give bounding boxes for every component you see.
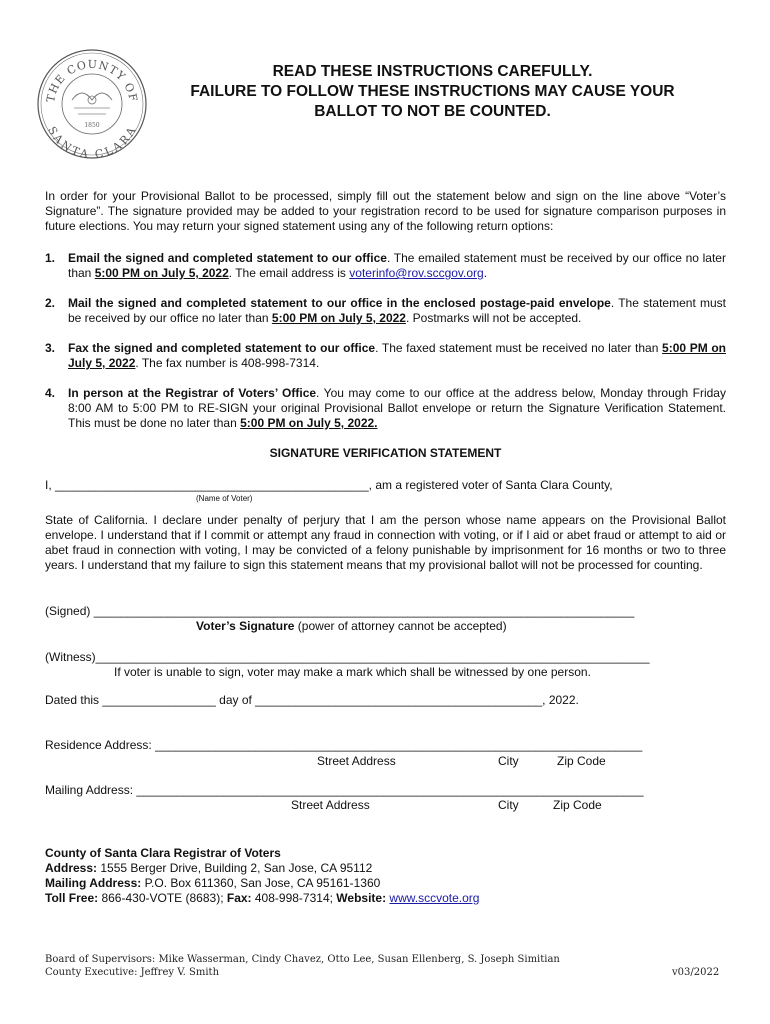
address-label: Address: [45,861,98,875]
seal-text-top: THE COUNTY OF [44,57,140,104]
contact-address: 1555 Berger Drive, Building 2, San Jose, CA 95112 [97,861,373,875]
mailing-zip-label: Zip Code [553,798,602,812]
heading-line-3: BALLOT TO NOT BE COUNTED. [314,103,551,120]
option-text: . The emailed statement must be received by our office no later than [68,251,726,280]
signature-note: (power of attorney cannot be accepted) [294,619,507,633]
return-option-in-person [45,386,726,431]
option-number: 4. [45,386,56,400]
option-number: 2. [45,296,56,310]
declaration-paragraph: State of California. I declare under penalty of perjury that I am the person whose name appears on the Provisional Ballot envelope. I understand that if I commit or attempt any fraud in connection with voting, or if I aid or abet fraud or attempt to aid or abet fraud in connection with voting, I may be convicted of a felony punishable by imprisonment for 16 months or two to three years. I understand that my failure to sign this statement means that my provisional ballot will not be processed for counting. [45,513,726,572]
voter-name-caption: (Name of Voter) [196,494,253,503]
option-text: . The fax number is 408-998-7314. [135,356,320,370]
option-number: 1. [45,251,56,265]
return-option-fax [45,341,726,371]
option-deadline: 5:00 PM on July 5, 2022 [68,341,726,370]
svg-text:THE COUNTY OF [44,58,140,103]
mailing-city-label: City [498,798,519,812]
footer-version: v03/2022 [672,967,720,978]
option-deadline: 5:00 PM on July 5, 2022 [94,266,229,280]
option-title: Email the signed and completed statement to our office [68,251,387,265]
return-option-email [45,251,726,281]
residence-zip-label: Zip Code [557,754,606,768]
contact-tollfree: 866-430-VOTE (8683); [98,891,227,905]
option-text: . Postmarks will not be accepted. [405,311,582,325]
signature-line[interactable]: (Signed) _________________________________________________________________________________ [45,604,635,618]
footer-executive: County Executive: Jeffrey V. Smith [45,967,220,978]
witness-note: If voter is unable to sign, voter may make a mark which shall be witnessed by one person. [114,665,591,679]
seal-year: 1850 [84,122,100,129]
mailing-label: Mailing Address: [45,876,142,890]
residence-address-line[interactable]: Residence Address: _________________________________________________________________________ [45,738,643,752]
option-title: Fax the signed and completed statement to our office [68,341,376,355]
option-text: . [483,266,488,280]
contact-mailing: P.O. Box 611360, San Jose, CA 95161-1360 [141,876,381,890]
tollfree-label: Toll Free: [45,891,99,905]
option-text: . You may come to our office at the address below, Monday through Friday 8:00 AM to 5:00 PM to RE-SIGN your original Provisional Ballot envelope or return the Signature Verification Statement. This must be done no later than [68,386,726,430]
footer-supervisors: Board of Supervisors: Mike Wasserman, Cindy Chavez, Otto Lee, Susan Ellenberg, S. Joseph Simitian [45,954,560,965]
heading-line-2: FAILURE TO FOLLOW THESE INSTRUCTIONS MAY CAUSE YOUR [190,83,675,100]
option-text: . The email address is [228,266,350,280]
website-label: Website: [336,891,387,905]
heading-line-1: READ THESE INSTRUCTIONS CAREFULLY. [272,63,593,80]
seal-text-bottom: SANTA CLARA [45,124,139,160]
mailing-street-label: Street Address [291,798,370,812]
voter-name-line[interactable]: I, _______________________________________________, am a registered voter of Santa Clara County, [45,478,613,492]
residence-city-label: City [498,754,519,768]
option-deadline: 5:00 PM on July 5, 2022. [240,416,378,430]
contact-name: County of Santa Clara Registrar of Voters [45,846,281,860]
residence-street-label: Street Address [317,754,396,768]
option-title: In person at the Registrar of Voters’ Office [68,386,317,400]
svg-text:SANTA CLARA [45,124,139,160]
option-text: . The faxed statement must be received no later than [375,341,663,355]
instructions-heading [160,62,705,122]
contact-fax: 408-998-7314; [251,891,337,905]
signature-caption [196,619,507,634]
option-number: 3. [45,341,56,355]
intro-paragraph: In order for your Provisional Ballot to be processed, simply fill out the statement below and sign on the line above “Voter’s Signature”. The signature provided may be added to your registration record to be used for signature comparison purposes in future elections. You may return your signed statement using any of the following return options: [45,189,726,233]
return-option-mail [45,296,726,326]
mailing-address-line[interactable]: Mailing Address: ____________________________________________________________________________ [45,783,644,797]
contact-block [45,846,726,906]
option-title: Mail the signed and completed statement to our office in the enclosed postage-paid envelope [68,296,611,310]
county-seal [36,48,148,160]
signature-label: Voter’s Signature [196,619,295,633]
option-text: . The statement must be received by our office no later than [68,296,726,325]
statement-title: SIGNATURE VERIFICATION STATEMENT [269,446,502,460]
dated-line[interactable]: Dated this _________________ day of ___________________________________________, 2022. [45,693,579,707]
witness-line[interactable]: (Witness)___________________________________________________________________________________ [45,650,650,664]
fax-label: Fax: [226,891,252,905]
email-link[interactable]: voterinfo@rov.sccgov.org [349,266,484,280]
website-link[interactable]: www.sccvote.org [389,891,480,905]
option-deadline: 5:00 PM on July 5, 2022 [271,311,406,325]
